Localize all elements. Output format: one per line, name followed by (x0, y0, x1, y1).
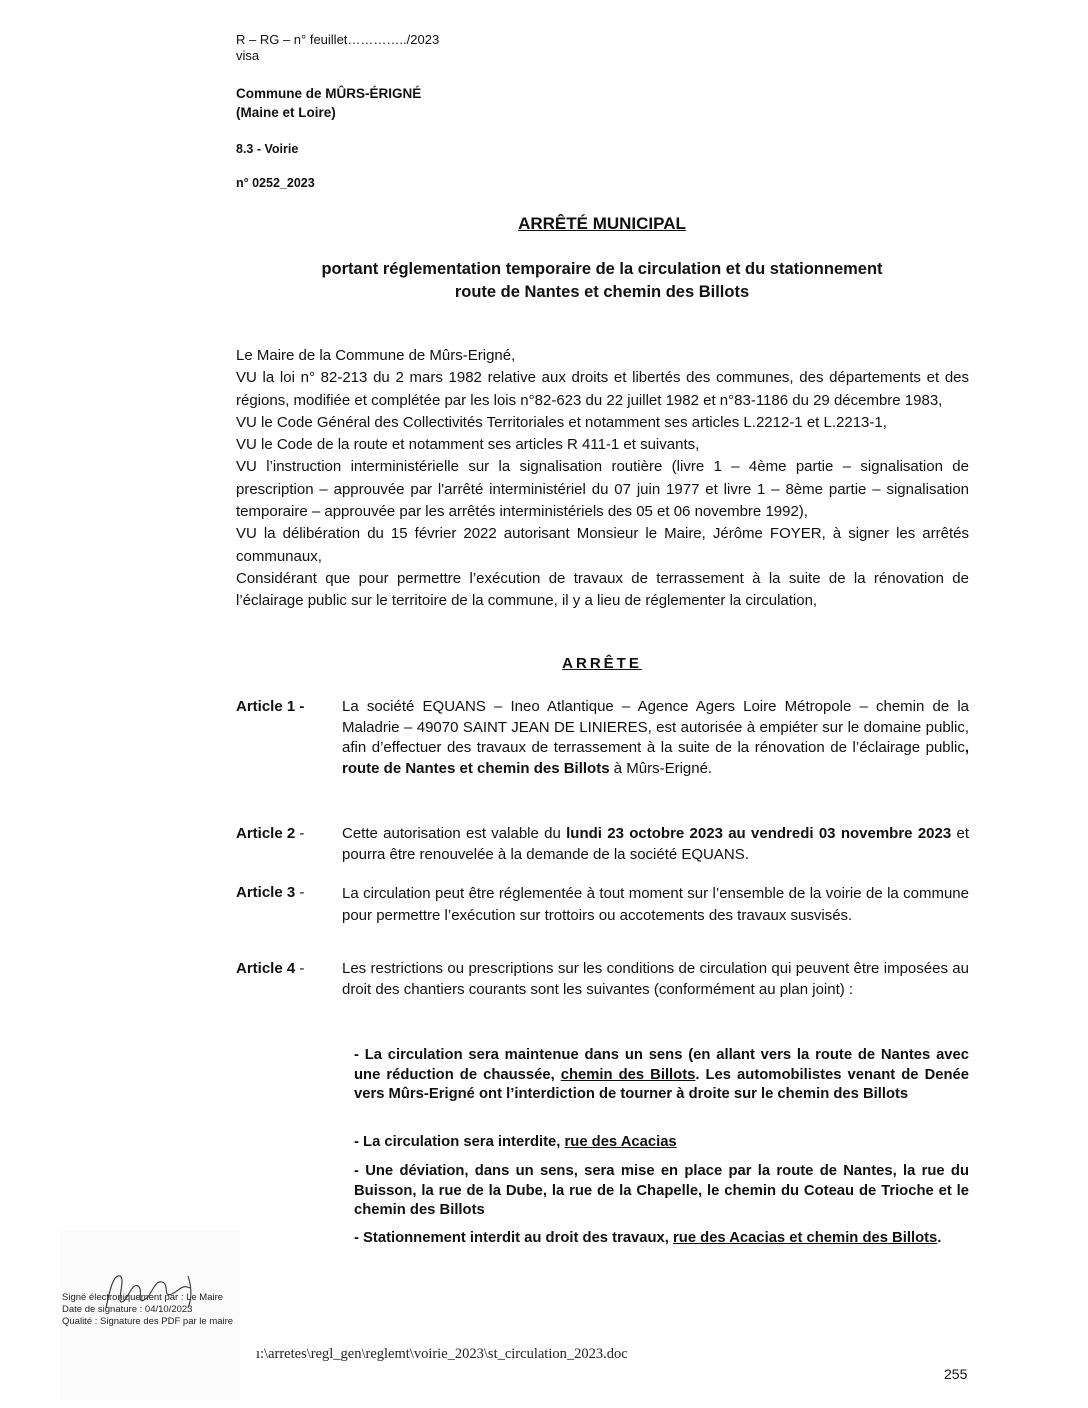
preamble-vu-code-route: VU le Code de la route et notamment ses articles R 411-1 et suivants, (236, 436, 700, 454)
rule-parking-forbidden (354, 1229, 969, 1249)
preamble-vu-loi: VU la loi n° 82-213 du 2 mars 1982 relative aux droits et libertés des communes, des départements et des régions, modifiée et complétée par les lois n°82-623 du 22 juillet 1982 et n°83-1186 du 29 décembre 1983, (236, 369, 969, 409)
category-label: 8.3 - Voirie (236, 142, 299, 156)
register-line: R – RG – n° feuillet…………../2023 (236, 32, 440, 47)
rule-circulation-forbidden (354, 1133, 969, 1153)
preamble-mayor: Le Maire de la Commune de Mûrs-Erigné, (236, 347, 516, 364)
rule-4-part2: . (937, 1230, 942, 1246)
document-subtitle (236, 258, 968, 304)
article-1-text-part1: La société EQUANS – Ineo Atlantique – Agence Agers Loire Métropole – chemin de la Maladrie – 49070 SAINT JEAN DE LINIERES, est autorisée à empiéter sur le domaine public, afin d’effectuer des travaux de terrassement à la suite de la rénovation de l’éclairage public (342, 698, 969, 756)
signature-quality: Qualité : Signature des PDF par le maire (62, 1316, 234, 1327)
commune-block (236, 84, 421, 122)
arrete-heading: ARRÊTE (562, 655, 642, 672)
article-3-label (236, 883, 336, 903)
article-2-text-part2: et pourra être renouvelée à la demande de la société EQUANS. (342, 825, 969, 863)
rule-1-street: chemin des Billots (560, 1066, 696, 1083)
commune-department: (Maine et Loire) (236, 105, 336, 120)
commune-name: Commune de MÛRS-ÉRIGNÉ (236, 86, 422, 101)
article-2-label-text: Article 2 (236, 825, 296, 842)
article-1-text-bold: , route de Nantes et chemin des Billots (342, 739, 969, 777)
subtitle-line-2: route de Nantes et chemin des Billots (454, 283, 750, 301)
article-2-label-dash: - (295, 825, 305, 842)
preamble-considerant: Considérant que pour permettre l’exécution de travaux de terrassement à la suite de la rénovation de l’éclairage public sur le territoire de la commune, il y a lieu de réglementer la circulation, (236, 569, 969, 610)
preamble-vu-instruction: VU l’instruction interministérielle sur la signalisation routière (livre 1 – 4ème partie – signalisation de prescription – approuvée par l'arrêté interministériel du 07 juin 1977 et livre 1 – 8ème partie – signalisation temporaire – approuvée par les arrêtés interministériels des 05 et 06 novembre 1992), (236, 458, 969, 521)
document-title: ARRÊTÉ MUNICIPAL (518, 214, 686, 233)
electronic-signature-info (62, 1292, 233, 1328)
article-4-label-text: Article 4 (236, 960, 296, 977)
register-header (236, 32, 439, 64)
article-2-text-part1: Cette autorisation est valable du (342, 825, 567, 842)
article-3-label-text: Article 3 (236, 884, 296, 901)
subtitle-line-1: portant réglementation temporaire de la circulation et du stationnement (321, 260, 883, 278)
article-3-label-dash: - (295, 884, 305, 901)
article-1-text-part2: à Mûrs-Erigné. (609, 759, 713, 777)
article-3-text: La circulation peut être réglementée à tout moment sur l’ensemble de la voirie de la commune pour permettre l’exécution sur trottoirs ou accotements des travaux susvisés. (342, 885, 969, 924)
article-1-label (236, 697, 336, 717)
rule-2-street: rue des Acacias (564, 1134, 677, 1150)
rule-one-way-circulation (354, 1046, 969, 1105)
rule-4-part1: - Stationnement interdit au droit des travaux, (354, 1230, 674, 1246)
article-4-label-dash: - (295, 960, 305, 977)
page-number: 255 (944, 1366, 968, 1382)
article-4-text: Les restrictions ou prescriptions sur les conditions de circulation qui peuvent être imposées au droit des chantiers courants sont les suivantes (conformément au plan joint) : (342, 960, 969, 998)
preamble-vu-deliberation: VU la délibération du 15 février 2022 autorisant Monsieur le Maire, Jérôme FOYER, à signer les arrêtés communaux, (236, 525, 969, 565)
preamble-vu-cgct: VU le Code Général des Collectivités Territoriales et notamment ses articles L.2212-1 et L.2213-1, (236, 413, 887, 431)
visa-label: visa (236, 48, 260, 63)
decree-number: n° 0252_2023 (236, 176, 315, 190)
file-path: ı:\arretes\regl_gen\reglemt\voirie_2023\st_circulation_2023.doc (256, 1346, 628, 1362)
article-2-text (342, 824, 969, 865)
article-1-label-text: Article 1 - (236, 698, 305, 715)
rule-4-streets: rue des Acacias et chemin des Billots (673, 1230, 938, 1246)
rule-2-part1: - La circulation sera interdite, (354, 1134, 565, 1150)
rule-1-part1: - La circulation sera maintenue dans un sens (en allant vers la route de Nantes avec une réduction de chaussée, (354, 1047, 969, 1083)
article-4-label (236, 959, 336, 979)
signature-date: Date de signature : 04/10/2023 (62, 1304, 193, 1315)
preamble (236, 345, 969, 613)
rule-deviation: - Une déviation, dans un sens, sera mise en place par la route de Nantes, la rue du Buisson, la rue de la Dube, la rue de la Chapelle, le chemin du Coteau de Trioche et le chemin des Billots (354, 1163, 969, 1218)
article-2-label (236, 824, 336, 844)
article-2-dates: lundi 23 octobre 2023 au vendredi 03 novembre 2023 (566, 825, 952, 842)
signature-signer: Signé électroniquement par : Le Maire (62, 1292, 224, 1303)
article-1-text (342, 697, 969, 779)
rule-1-part2: . Les automobilistes venant de Denée vers Mûrs-Erigné ont l’interdiction de tourner à droite sur le chemin des Billots (354, 1066, 969, 1102)
